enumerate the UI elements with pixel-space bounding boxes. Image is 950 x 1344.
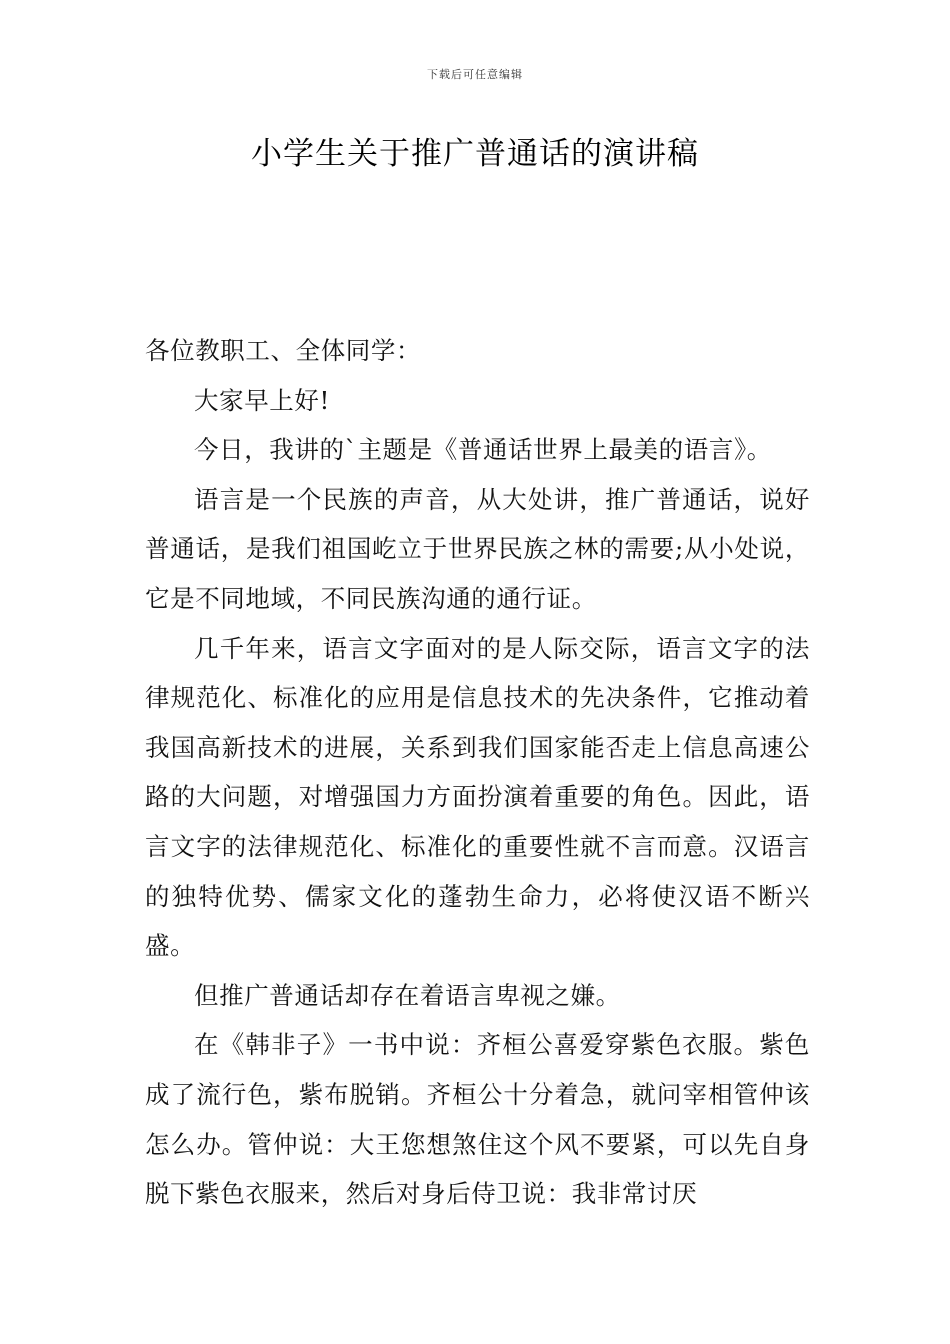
paragraph: 但推广普通话却存在着语言卑视之嫌。	[194, 980, 621, 1010]
paragraph: 语言是一个民族的声音，从大处讲，推广普通话，说好普通话，是我们祖国屹立于世界民族之林的需要;从小处说，它是不同地域，不同民族沟通的通行证。	[145, 484, 810, 613]
paragraph: 在《韩非子》一书中说：齐桓公喜爱穿紫色衣服。紫色成了流行色，紫布脱销。齐桓公十分着急，就问宰相管仲该怎么办。管仲说：大王您想煞住这个风不要紧，可以先自身脱下紫色衣服来，然后对身后侍卫说：我非常讨厌	[145, 1030, 810, 1209]
header-note: 下载后可任意编辑	[427, 68, 523, 81]
paragraph: 大家早上好!	[194, 385, 330, 415]
paragraph: 几千年来，语言文字面对的是人际交际，语言文字的法律规范化、标准化的应用是信息技术的先决条件，它推动着我国高新技术的进展，关系到我们国家能否走上信息高速公路的大问题，对增强国力方面扮演着重要的角色。因此，语言文字的法律规范化、标准化的重要性就不言而意。汉语言的独特优势、儒家文化的蓬勃生命力，必将使汉语不断兴盛。	[145, 633, 810, 961]
speech-body	[145, 326, 810, 1219]
document-title: 小学生关于推广普通话的演讲稿	[251, 136, 699, 172]
paragraph: 今日，我讲的`主题是《普通话世界上最美的语言》。	[194, 435, 772, 465]
salutation: 各位教职工、全体同学：	[145, 336, 422, 365]
